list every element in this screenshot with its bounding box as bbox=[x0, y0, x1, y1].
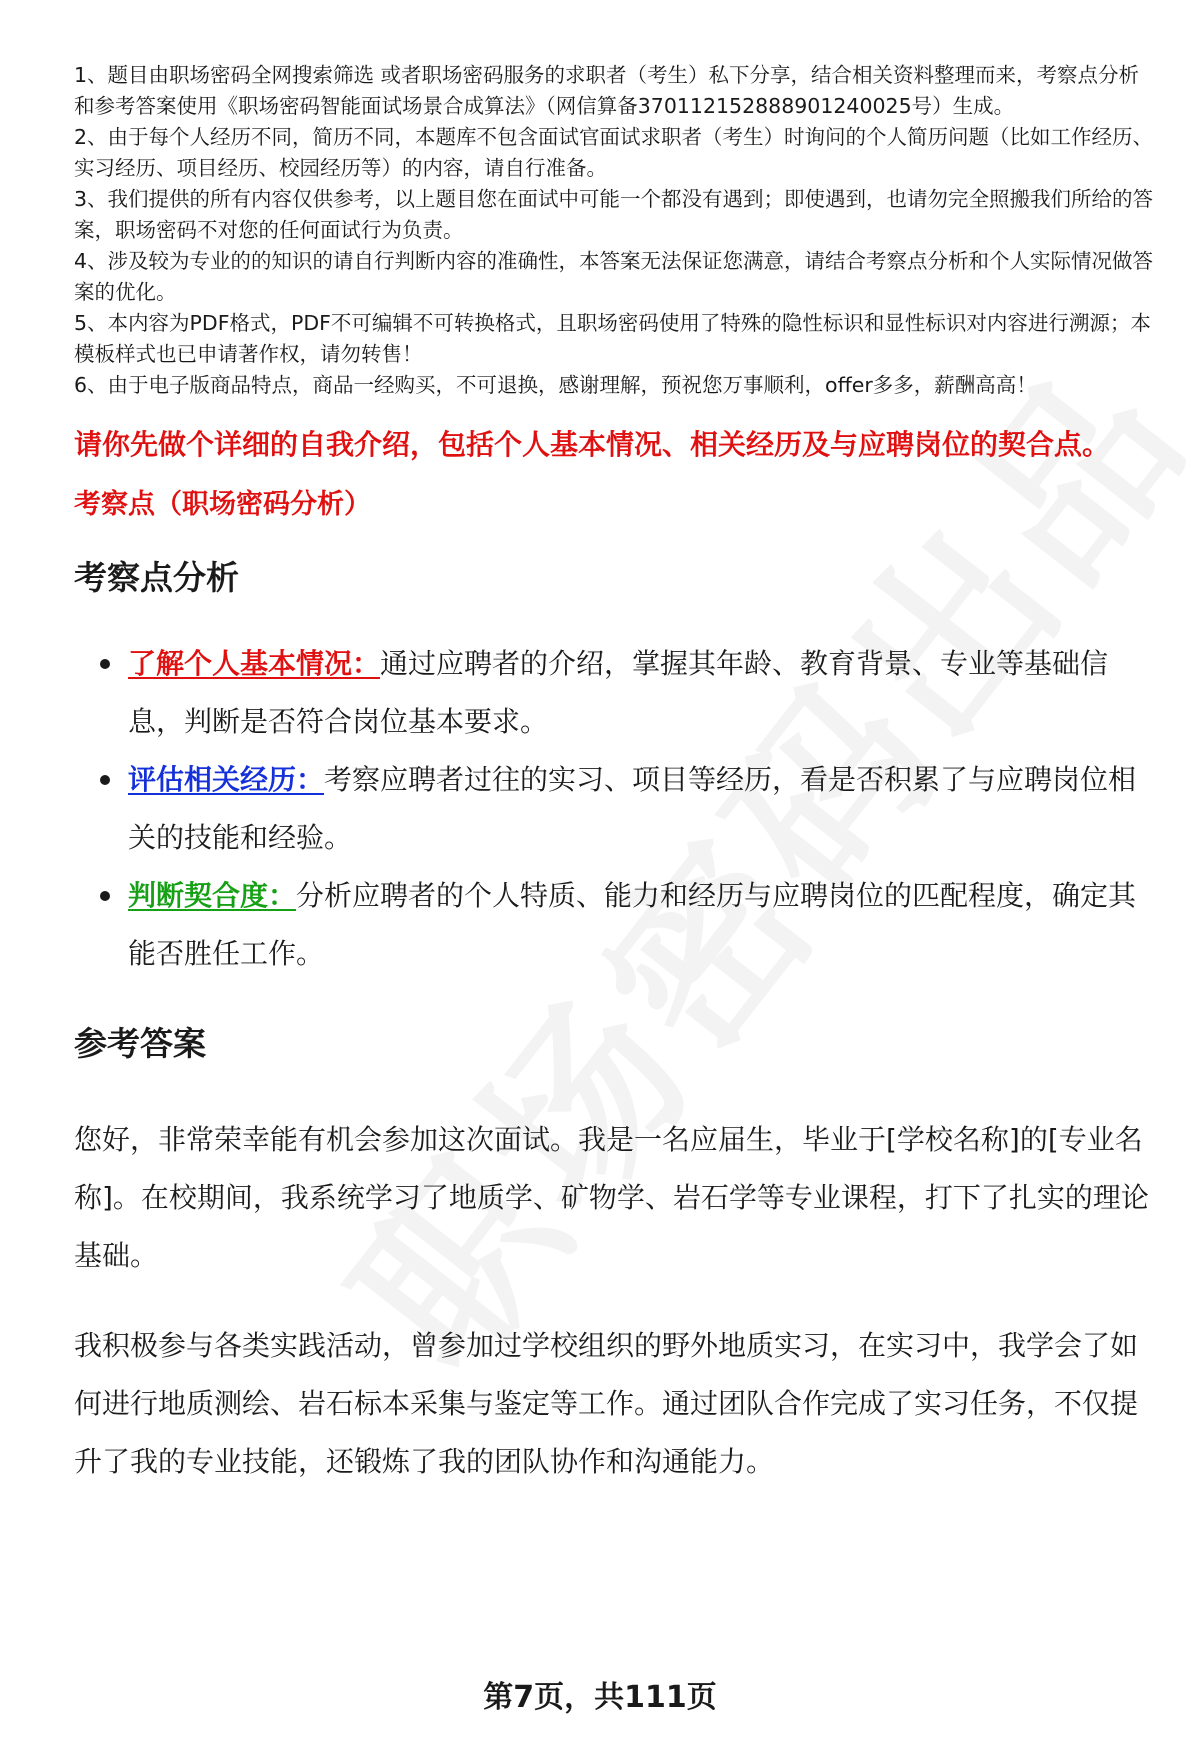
bullet-icon bbox=[100, 891, 110, 901]
document-page bbox=[74, 60, 1154, 1491]
notice-line: 4、涉及较为专业的的知识的请自行判断内容的准确性，本答案无法保证您满意，请结合考察点分析和个人实际情况做答案的优化。 bbox=[74, 249, 1154, 304]
interview-question: 请你先做个详细的自我介绍，包括个人基本情况、相关经历及与应聘岗位的契合点。 bbox=[74, 428, 1111, 461]
point-keyword: 了解个人基本情况： bbox=[128, 647, 381, 680]
point-text: 通过应聘者的介绍，掌握其年龄、教育背景、专业等基础信息，判断是否符合岗位基本要求。 bbox=[128, 647, 1109, 738]
bullet-icon bbox=[100, 775, 110, 785]
page-number: 第7页，共111页 bbox=[483, 1680, 717, 1715]
point-keyword: 判断契合度： bbox=[128, 879, 297, 912]
notice-block bbox=[74, 60, 1154, 401]
notice-line: 6、由于电子版商品特点，商品一经购买，不可退换，感谢理解，预祝您万事顺利，offer多多，薪酬高高！ bbox=[74, 373, 1037, 397]
analysis-point bbox=[74, 751, 1154, 867]
analysis-point bbox=[74, 867, 1154, 983]
analysis-title: 考察点分析 bbox=[74, 558, 239, 597]
point-keyword: 评估相关经历： bbox=[128, 763, 325, 796]
analysis-points bbox=[74, 635, 1154, 983]
analysis-point bbox=[74, 635, 1154, 751]
kcd-heading: 考察点（职场密码分析） bbox=[74, 489, 371, 520]
notice-line: 5、本内容为PDF格式，PDF不可编辑不可转换格式，且职场密码使用了特殊的隐性标识和显性标识对内容进行溯源；本模板样式也已申请著作权，请勿转售！ bbox=[74, 311, 1151, 366]
notice-line: 1、题目由职场密码全网搜索筛选 或者职场密码服务的求职者（考生）私下分享，结合相关资料整理而来，考察点分析和参考答案使用《职场密码智能面试场景合成算法》（网信算备370112152888901240025号）生成。 bbox=[74, 63, 1140, 118]
point-text: 考察应聘者过往的实习、项目等经历，看是否积累了与应聘岗位相关的技能和经验。 bbox=[128, 763, 1137, 854]
notice-line: 3、我们提供的所有内容仅供参考，以上题目您在面试中可能一个都没有遇到；即使遇到，也请勿完全照搬我们所给的答案，职场密码不对您的任何面试行为负责。 bbox=[74, 187, 1154, 242]
answer-title: 参考答案 bbox=[74, 1024, 206, 1063]
answer-paragraph: 我积极参与各类实践活动，曾参加过学校组织的野外地质实习，在实习中，我学会了如何进行地质测绘、岩石标本采集与鉴定等工作。通过团队合作完成了实习任务，不仅提升了我的专业技能，还锻炼了我的团队协作和沟通能力。 bbox=[74, 1329, 1139, 1478]
bullet-icon bbox=[100, 659, 110, 669]
answer-paragraph: 您好，非常荣幸能有机会参加这次面试。我是一名应届生，毕业于[学校名称]的[专业名称]。在校期间，我系统学习了地质学、矿物学、岩石学等专业课程，打下了扎实的理论基础。 bbox=[74, 1123, 1149, 1272]
answer-body bbox=[74, 1111, 1154, 1491]
notice-line: 2、由于每个人经历不同，简历不同，本题库不包含面试官面试求职者（考生）时询问的个人简历问题（比如工作经历、实习经历、项目经历、校园经历等）的内容，请自行准备。 bbox=[74, 125, 1154, 180]
point-text: 分析应聘者的个人特质、能力和经历与应聘岗位的匹配程度，确定其能否胜任工作。 bbox=[128, 879, 1137, 970]
